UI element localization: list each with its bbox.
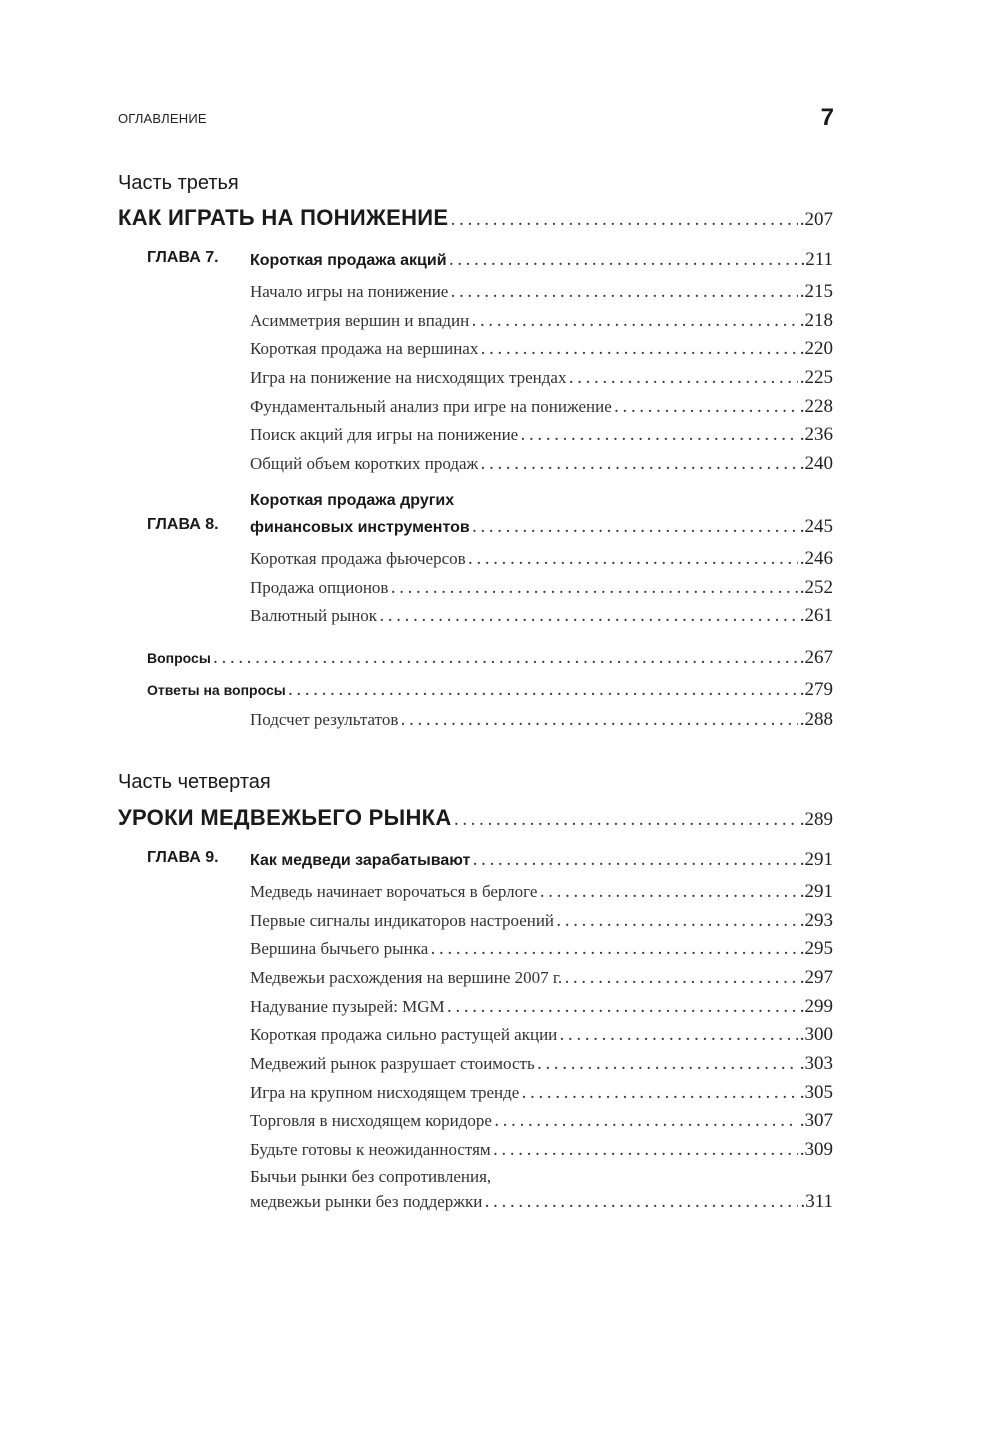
dot-leader: [390, 578, 797, 598]
page-ref: .218: [799, 310, 833, 331]
page-ref: .299: [799, 996, 833, 1017]
entry-title: Медвежий рынок разрушает стоимость: [250, 1054, 535, 1073]
page-ref: .293: [799, 910, 833, 931]
entry-title: Надувание пузырей: MGM: [250, 997, 445, 1016]
toc-entry-sub[interactable]: [118, 1139, 833, 1161]
dot-leader: [484, 1192, 798, 1212]
page-ref: .297: [799, 967, 833, 988]
page-ref: .305: [799, 1082, 833, 1103]
page-ref: .309: [799, 1139, 833, 1160]
toc-entry-sub[interactable]: [118, 938, 833, 960]
dot-leader: [494, 1111, 798, 1131]
page-ref: .279: [799, 679, 833, 700]
dot-leader: [430, 939, 797, 959]
running-header: ОГЛАВЛЕНИЕ: [118, 111, 207, 126]
toc-entry-sub[interactable]: [118, 424, 833, 446]
page-ref: .291: [799, 881, 833, 902]
toc-entry-sub[interactable]: [118, 577, 833, 599]
page-ref: .246: [799, 548, 833, 569]
entry-title: Асимметрия вершин и впадин: [250, 311, 470, 330]
entry-title: финансовых инструментов: [250, 519, 470, 536]
toc-entry-chapter[interactable]: [118, 516, 833, 538]
page-ref: .303: [799, 1053, 833, 1074]
entry-title: Общий объем коротких продаж: [250, 454, 479, 473]
entry-title: Поиск акций для игры на понижение: [250, 425, 519, 444]
toc-entry-sub[interactable]: [118, 910, 833, 932]
dot-leader: [471, 311, 798, 331]
entry-title: Короткая продажа на вершинах: [250, 339, 479, 358]
part-label: Часть третья: [118, 172, 239, 194]
page-ref: .215: [799, 281, 833, 302]
toc-entry-sub[interactable]: [118, 967, 833, 989]
toc-entry-sub[interactable]: [118, 338, 833, 360]
dot-leader: [449, 250, 799, 270]
page-ref: .252: [799, 577, 833, 598]
toc-entry-misc[interactable]: [118, 647, 833, 669]
dot-leader: [379, 606, 798, 626]
page-ref: .236: [799, 424, 833, 445]
dot-leader: [539, 882, 797, 902]
dot-leader: [400, 710, 797, 730]
page-ref: .245: [799, 516, 833, 537]
entry-title: Будьте готовы к неожиданностям: [250, 1140, 491, 1159]
entry-title: Медведь начинает ворочаться в берлоге: [250, 882, 538, 901]
dot-leader: [556, 911, 798, 931]
page-ref: .261: [799, 605, 833, 626]
entry-title: Первые сигналы индикаторов настроений: [250, 911, 555, 930]
dot-leader: [520, 425, 798, 445]
toc-entry-sub[interactable]: [118, 367, 833, 389]
dot-leader: [521, 1083, 797, 1103]
chapter-label: ГЛАВА 7.: [147, 249, 219, 266]
page-ref: .267: [799, 647, 833, 668]
toc-entry-sub[interactable]: [118, 453, 833, 475]
dot-leader: [450, 210, 797, 230]
entry-title: Короткая продажа акций: [250, 252, 447, 269]
toc-entry-sub[interactable]: [118, 1053, 833, 1075]
dot-leader: [468, 549, 798, 569]
dot-leader: [288, 680, 798, 700]
page-ref: .207: [799, 209, 833, 230]
toc-entry-sub[interactable]: [118, 310, 833, 332]
entry-title: Подсчет результатов: [250, 710, 399, 729]
entry-title: Короткая продажа фьючерсов: [250, 549, 466, 568]
entry-title: Начало игры на понижение: [250, 282, 449, 301]
dot-leader: [568, 368, 797, 388]
toc-entry-misc[interactable]: [118, 679, 833, 701]
dot-leader: [472, 517, 798, 537]
page-ref: .228: [799, 396, 833, 417]
toc-entry-sub[interactable]: [118, 709, 833, 731]
entry-title: Валютный рынок: [250, 606, 378, 625]
part-title: КАК ИГРАТЬ НА ПОНИЖЕНИЕ: [118, 205, 449, 230]
dot-leader: [472, 850, 797, 870]
toc-entry-sub[interactable]: [118, 1024, 833, 1046]
dot-leader: [564, 968, 798, 988]
entry-title: Ответы на вопросы: [147, 682, 286, 698]
entry-title-line1: Бычьи рынки без сопротивления,: [250, 1167, 492, 1186]
entry-title: Фундаментальный анализ при игре на понижение: [250, 397, 612, 416]
part-title: УРОКИ МЕДВЕЖЬЕГО РЫНКА: [118, 805, 452, 830]
page-ref: .311: [800, 1191, 833, 1212]
entry-title: Вершина бычьего рынка: [250, 939, 429, 958]
entry-title-line1: Короткая продажа других: [250, 492, 455, 509]
toc-entry-sub[interactable]: [118, 396, 833, 418]
dot-leader: [537, 1054, 798, 1074]
page-ref: .288: [799, 709, 833, 730]
page-ref: .307: [799, 1110, 833, 1131]
entry-title: Игра на понижение на нисходящих трендах: [250, 368, 567, 387]
entry-title: Медвежьи расхождения на вершине 2007 г.: [250, 968, 563, 987]
dot-leader: [447, 997, 798, 1017]
dot-leader: [480, 454, 797, 474]
dot-leader: [450, 282, 797, 302]
dot-leader: [454, 810, 798, 830]
toc-entry-sub[interactable]: [118, 1082, 833, 1104]
entry-title: Продажа опционов: [250, 578, 389, 597]
page-ref: .289: [799, 809, 833, 830]
entry-title: Вопросы: [147, 650, 211, 666]
dot-leader: [213, 648, 798, 668]
dot-leader: [559, 1025, 797, 1045]
entry-title: Торговля в нисходящем коридоре: [250, 1111, 492, 1130]
entry-title: медвежьи рынки без поддержки: [250, 1192, 483, 1211]
part-heading[interactable]: [118, 205, 833, 231]
toc-entry-chapter[interactable]: [118, 849, 833, 871]
entry-title: Как медведи зарабатывают: [250, 852, 471, 869]
page-ref: .211: [800, 249, 833, 270]
part-label: Часть четвертая: [118, 771, 271, 793]
toc-entry-sub[interactable]: [118, 1191, 833, 1213]
page-ref: .225: [799, 367, 833, 388]
toc-entry-sub[interactable]: [118, 548, 833, 570]
page-ref: .300: [799, 1024, 833, 1045]
entry-title: Короткая продажа сильно растущей акции: [250, 1025, 558, 1044]
page-number: 7: [820, 104, 834, 131]
toc-entry-sub[interactable]: [118, 881, 833, 903]
toc-entry-sub[interactable]: [118, 996, 833, 1018]
page-ref: .220: [799, 338, 833, 359]
dot-leader: [480, 339, 797, 359]
dot-leader: [614, 397, 798, 417]
chapter-label: ГЛАВА 9.: [147, 849, 219, 866]
page-ref: .240: [799, 453, 833, 474]
dot-leader: [493, 1140, 798, 1160]
toc-entry-chapter[interactable]: [118, 249, 833, 271]
toc-entry-sub[interactable]: [118, 281, 833, 303]
toc-entry-sub[interactable]: [118, 605, 833, 627]
page-ref: .291: [799, 849, 833, 870]
toc-entry-sub[interactable]: [118, 1110, 833, 1132]
entry-title: Игра на крупном нисходящем тренде: [250, 1083, 520, 1102]
page-ref: .295: [799, 938, 833, 959]
chapter-label: ГЛАВА 8.: [147, 516, 219, 533]
part-heading[interactable]: [118, 805, 833, 831]
